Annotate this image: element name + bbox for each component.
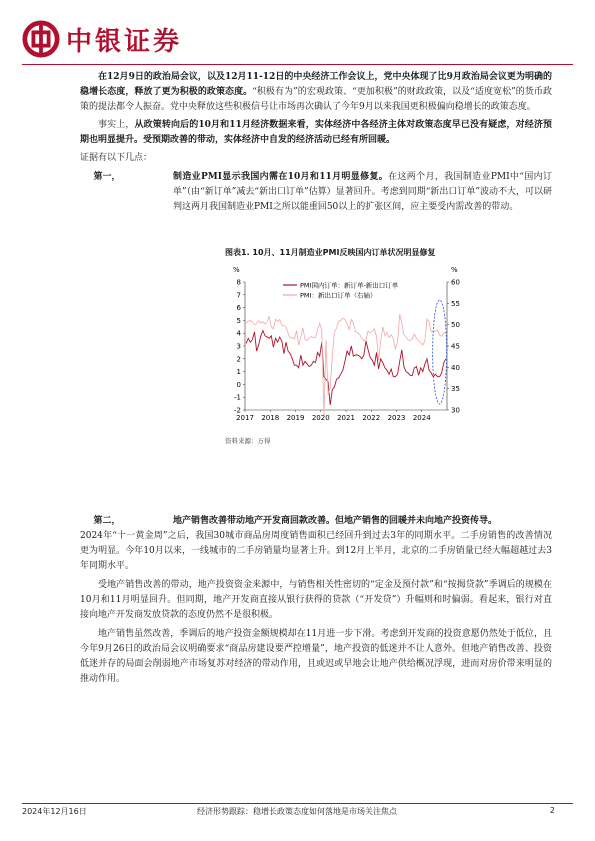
lower-paragraph-2: 地产销售虽然改善，季调后的地产投资金额规模却在11月进一步下滑。考虑到开发商的投资意愿仍然处于低位，且今年9月26日的政治局会议明确要求“商品房建设要严控增量”，地产投资的低迷并不让人意外。但地产销售改善、投资低迷并存的局面会削弱地产市场复苏对经济的带动作用，且或迟或早地会让地产供给概况浮现，进而对房价带来明显的推动作用。 [80,629,552,684]
point-1-body [173,170,552,215]
point-1-bold: 制造业PMI显示我国内需在10月和11月明显修复。 [173,172,389,182]
point-1 [80,170,552,215]
series-line-2 [246,314,446,415]
pmi-chart [225,258,475,430]
right-tick-label: 35 [451,385,460,394]
left-tick-label: 2 [236,355,241,364]
series-line-1 [246,331,446,405]
brand-name: 中银证券 [66,26,183,57]
intro-p2-bold: 从政策转向后的10月和11月经济数据来看，实体经济中各经济主体对政策态度早已没有疑虑，对经济预期也明显提升。受预期改善的带动，实体经济中自发的经济活动已经有所回暖。 [80,120,552,145]
x-tick-label: 2020 [311,414,330,422]
right-axis-unit: % [451,266,458,274]
left-tick-label: 1 [236,368,241,377]
x-tick-label: 2022 [362,414,381,422]
legend-label-1: PMI国内订单：新订单-新出口订单 [300,281,399,290]
intro-paragraph-2 [80,118,552,148]
footer-divider [22,803,573,804]
footer-date: 2024年12月16日 [22,807,87,816]
x-tick-label: 2018 [261,414,280,422]
right-tick-label: 45 [451,342,460,351]
report-header [22,18,182,60]
left-tick-label: 7 [236,291,241,300]
intro-section [80,70,552,215]
left-tick-label: 0 [236,380,241,389]
highlight-ellipse [433,300,447,404]
footer-title: 经济形势跟踪：稳增长政策态度如何落地是市场关注焦点 [197,807,397,816]
left-tick-label: 6 [236,304,241,313]
point-2-bold: 地产销售改善带动地产开发商回款改善。但地产销售的回暖并未向地产投资传导。 [173,516,498,526]
left-tick-label: 5 [236,316,241,325]
x-tick-label: 2017 [236,414,254,422]
right-tick-label: 40 [451,363,460,372]
figure-source: 资料来源：万得 [225,437,271,445]
point-2 [80,514,552,529]
point-2-body [173,514,552,529]
point-1-lead: 第一， [93,172,121,182]
intro-p2-start: 事实上， [98,120,135,130]
legend-label-2: PMI：新出口订单（右轴） [300,291,377,300]
lower-paragraph-1: 受地产销售改善的带动，地产投资资金来源中，与销售相关性密切的“定金及预付款”和“按揭贷款”季调后的规模在10月和11月明显回升。但同期，地产开发商直接从银行获得的贷款（“开发贷”）升幅则和时偏弱。看起来，银行对直接向地产开发商发放贷款的态度仍然不是很积极。 [80,580,552,620]
left-tick-label: -1 [234,393,241,402]
bank-of-china-logo-icon [22,20,60,58]
intro-p1-bold: 在12月9日的政治局会议，以及12月11-12日的中央经济工作会议上，党中央体现了比9月政治局会议更为明确的稳增长态度，释放了更为积极的政策态度。 [80,72,552,97]
figure-title: 图表1. 10月、11月制造业PMI反映国内订单状况明显修复 [225,248,436,257]
page-footer [22,806,555,817]
header-divider [22,64,573,65]
left-tick-label: 8 [236,278,241,287]
right-tick-label: 55 [451,299,460,308]
x-tick-label: 2021 [337,414,355,422]
point-2-lead: 第二， [93,516,121,526]
point-1-text: 在这两个月，我国制造业PMI中“国内订单”（由“新订单”减去“新出口订单”估算）显著回升。考虑到同期“新出口订单”波动不大，可以研判这两月我国制造业PMI之所以能重回50以上的扩张区间，应主要受内需改善的带动。 [173,172,552,212]
right-tick-label: 30 [451,406,460,415]
left-tick-label: -2 [234,406,241,415]
page-number: 2 [549,806,555,815]
x-tick-label: 2019 [286,414,305,422]
left-axis-unit: % [233,266,240,274]
right-tick-label: 60 [451,278,460,287]
left-tick-label: 3 [236,342,241,351]
intro-paragraph-1 [80,70,552,115]
point-2-section [80,514,552,691]
intro-p2-end: 证据有以下几点： [80,153,153,163]
x-tick-label: 2023 [387,414,406,422]
figure-1 [225,247,475,445]
x-tick-label: 2024 [412,414,431,422]
left-tick-label: 4 [236,329,241,338]
right-tick-label: 50 [451,321,460,330]
point-2-text: 2024年“十一黄金周”之后，我国30城市商品房周度销售面积已经回升到过去3年的同期水平。二手房销售的改善情况更为明显。今年10月以来，一线城市的二手房销量均显著上升。到12月上半月，北京的二手房销量已经大幅超越过去3年同期水平。 [80,531,552,571]
intro-p1-rest: “积极有为”的宏观政策、“更加积极”的财政政策，以及“适度宽松”的货币政策的提法都令人振奋。党中央释放这些积极信号让市场再次确认了今年9月以来我国更积极偏向稳增长的政策态度。 [80,87,552,112]
